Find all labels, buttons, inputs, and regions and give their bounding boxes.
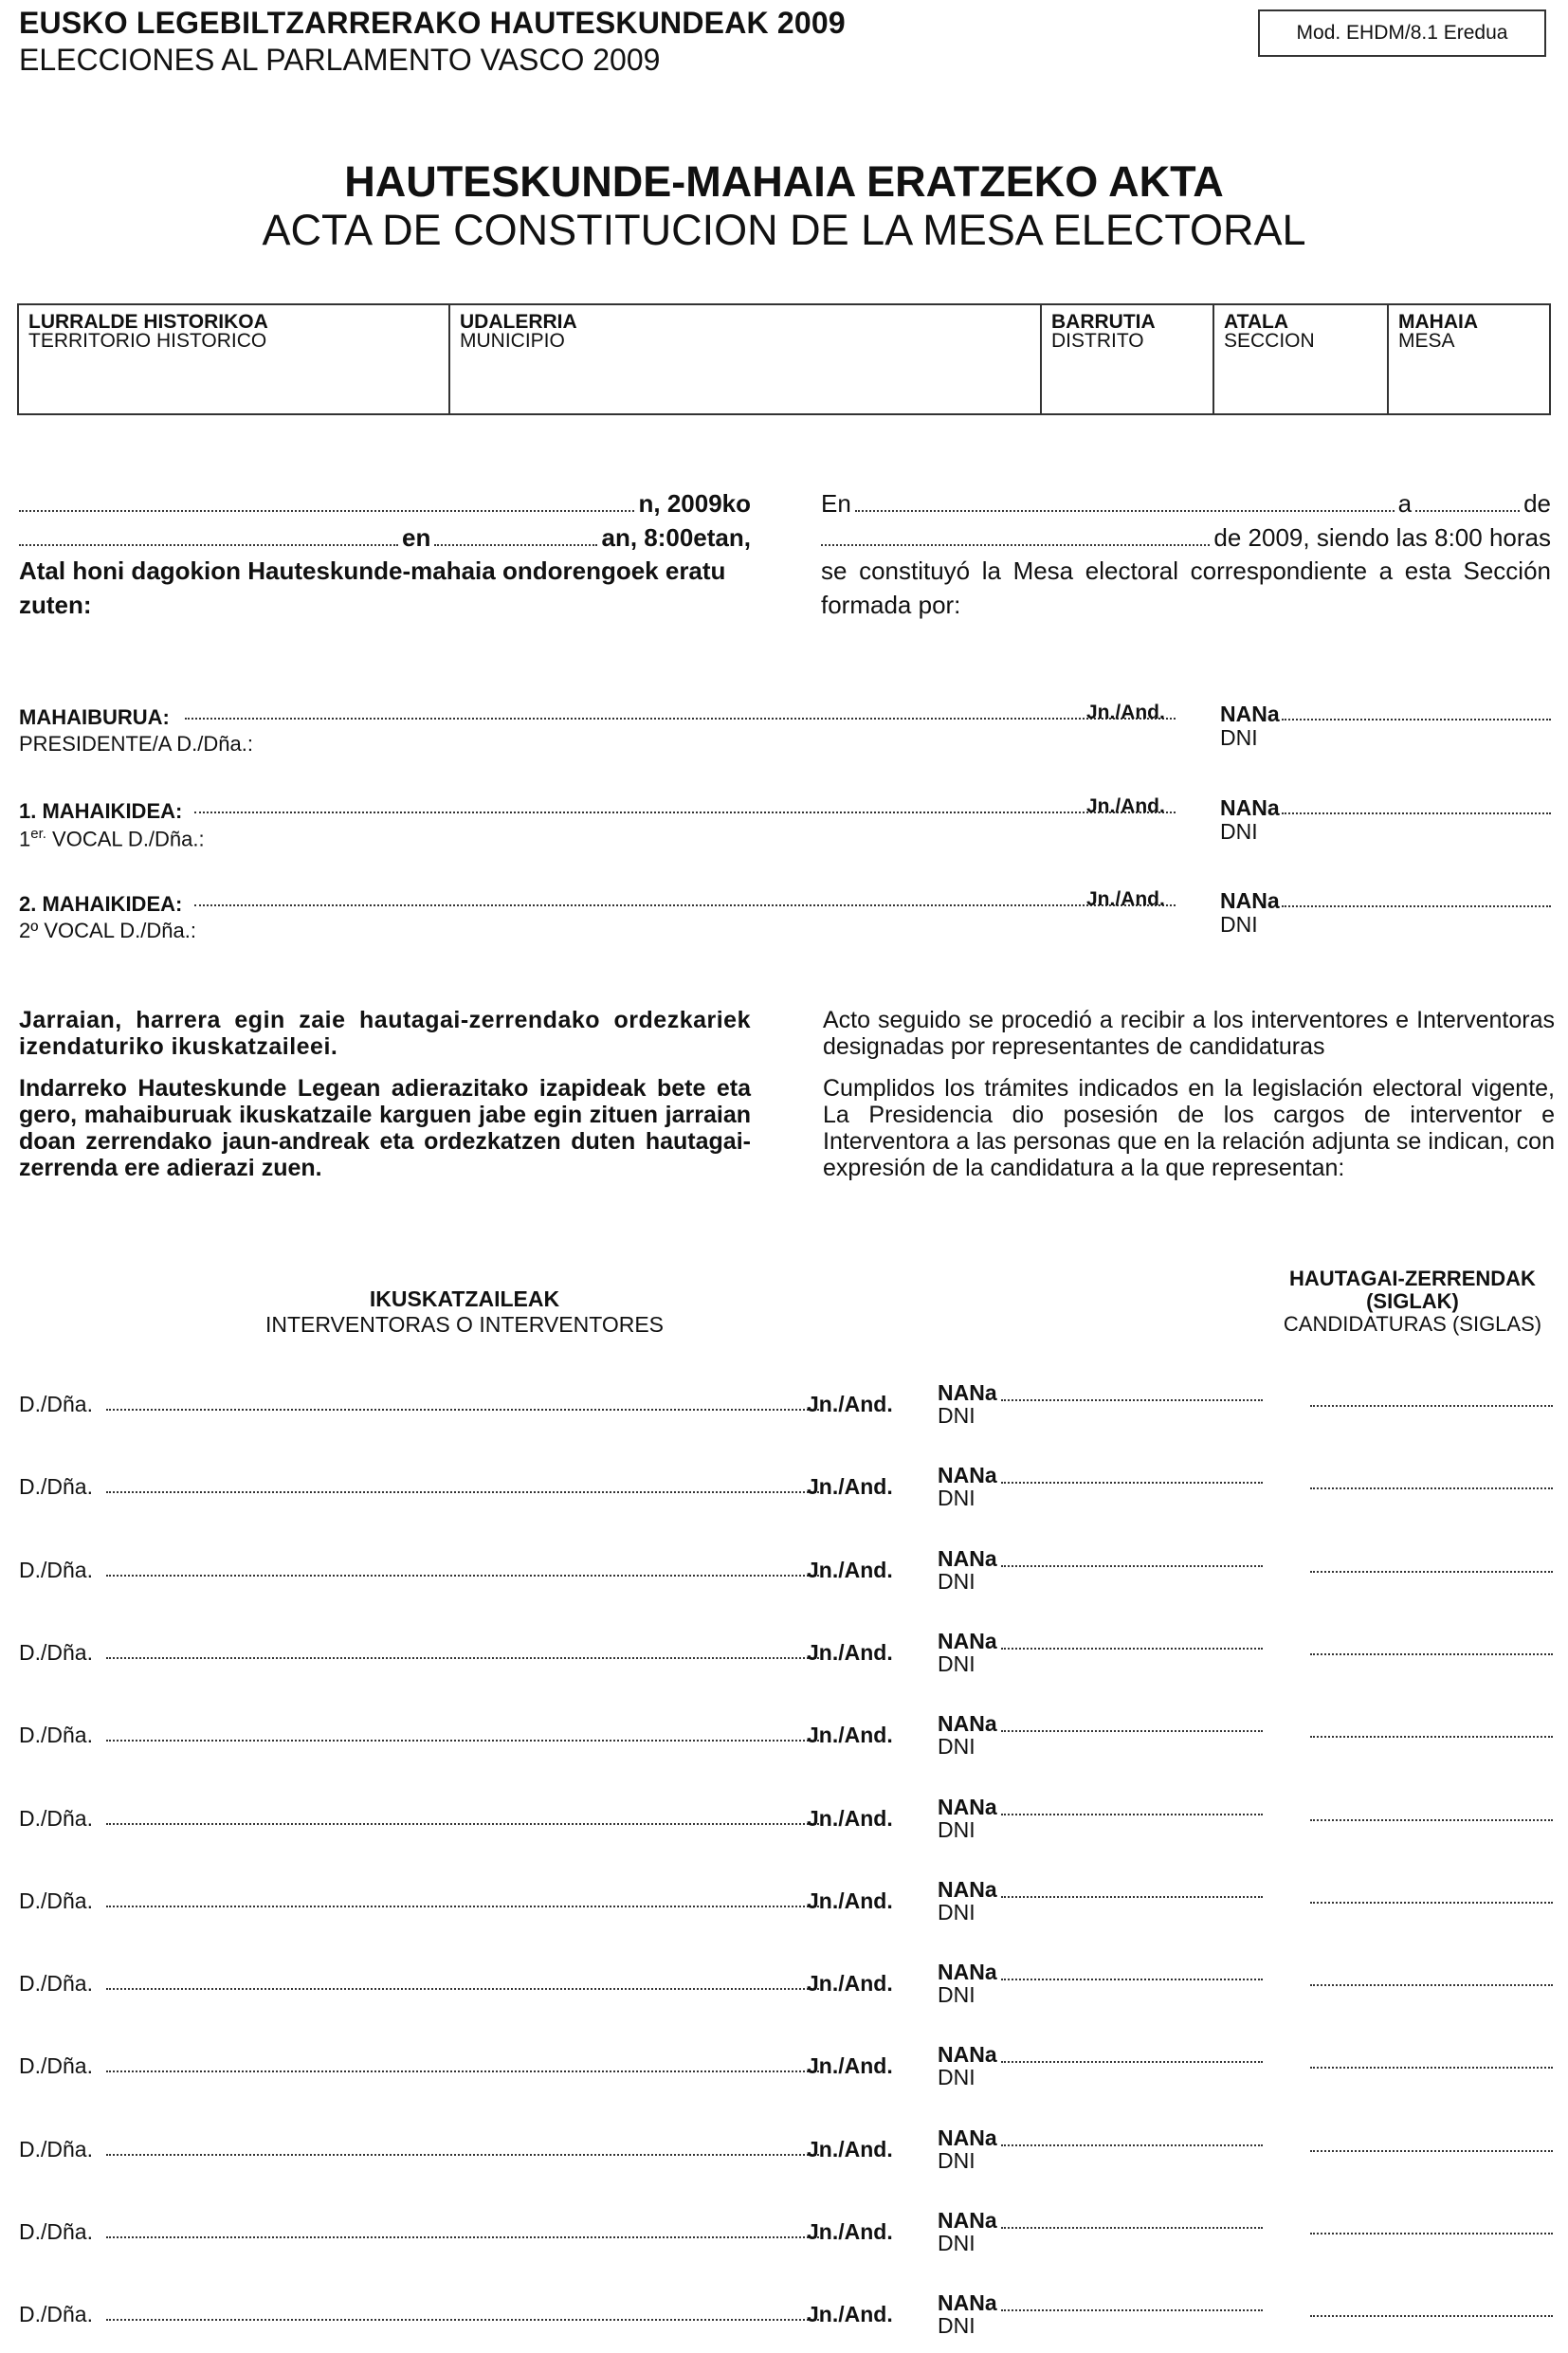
member-name-field[interactable]	[194, 812, 1176, 813]
date-text: n, 2009ko	[638, 489, 751, 518]
name-label: D./Dña.	[19, 1971, 93, 1997]
dni-label: DNI	[938, 2147, 975, 2173]
interventors-header-es: INTERVENTORAS O INTERVENTORES	[264, 1312, 665, 1337]
member-label: 2. MAHAIKIDEA:	[19, 892, 183, 916]
document-title-eu: HAUTESKUNDE-MAHAIA ERATZEKO AKTA	[344, 157, 1224, 206]
name-label: D./Dña.	[19, 2219, 93, 2244]
interventor-row	[19, 2208, 1555, 2271]
candidaturas-header	[1270, 1268, 1555, 1336]
nan-field[interactable]	[1001, 1979, 1263, 1980]
jn-and-label: Jn./And.	[807, 1557, 893, 1582]
jn-and-label: Jn./And.	[807, 1392, 893, 1416]
date-fill[interactable]	[19, 509, 634, 512]
candidatura-field[interactable]	[1310, 2150, 1553, 2152]
interventor-name-field[interactable]	[106, 1491, 819, 1493]
name-label: D./Dña.	[19, 1474, 93, 1500]
date-text: en	[402, 523, 431, 552]
dni-label: DNI	[938, 1734, 975, 1760]
date-fill[interactable]	[821, 543, 1210, 546]
member-sublabel	[19, 919, 196, 943]
cell-label-es: SECCION	[1224, 330, 1315, 352]
nan-label: NANa	[1220, 702, 1280, 726]
dni-label: DNI	[938, 1982, 975, 2008]
cell-label-eu: UDALERRIA	[460, 311, 577, 333]
ordinal: 1	[19, 827, 31, 851]
interventors-header-eu: IKUSKATZAILEAK	[369, 1286, 560, 1311]
territory-box	[17, 303, 1551, 415]
document-title-es: ACTA DE CONSTITUCION DE LA MESA ELECTORAL	[262, 206, 1306, 254]
interventor-name-field[interactable]	[106, 1906, 819, 1907]
member-role: PRESIDENTE/A D./Dña.:	[19, 732, 253, 756]
jn-and-label: Jn./And.	[807, 1723, 893, 1748]
nan-field[interactable]	[1282, 905, 1551, 907]
nan-field[interactable]	[1001, 1482, 1263, 1484]
member-name-field[interactable]	[194, 904, 1176, 906]
nan-label: NANa	[938, 1380, 997, 1405]
nan-field[interactable]	[1001, 1814, 1263, 1815]
model-code: Mod. EHDM/8.1 Eredua	[1296, 22, 1508, 44]
date-fill[interactable]	[434, 543, 597, 546]
dni-label: DNI	[938, 1651, 975, 1676]
interventor-name-field[interactable]	[106, 2154, 819, 2156]
date-line-es-1	[821, 489, 1551, 519]
nan-field[interactable]	[1001, 2309, 1263, 2311]
nan-label: NANa	[938, 2125, 997, 2150]
dni-label: DNI	[1220, 725, 1258, 750]
jn-and-label: Jn./And.	[807, 1888, 893, 1913]
candidatura-field[interactable]	[1310, 2067, 1553, 2069]
nan-label: NANa	[1220, 795, 1280, 820]
date-paragraph-es: se constituyó la Mesa electoral correspondiente a esta Sección formada por:	[821, 556, 1551, 619]
interventor-row	[19, 1711, 1555, 1774]
cell-label-es: TERRITORIO HISTORICO	[28, 330, 267, 352]
nan-field[interactable]	[1001, 2061, 1263, 2063]
name-label: D./Dña.	[19, 1723, 93, 1748]
nan-label: NANa	[938, 1545, 997, 1571]
date-paragraph-eu: Atal honi dagokion Hauteskunde-mahaia ondorengoek eratu zuten:	[19, 556, 726, 619]
nan-field[interactable]	[1001, 1730, 1263, 1732]
interventor-row	[19, 1628, 1555, 1691]
interventor-row	[19, 1960, 1555, 2022]
candidaturas-header-eu: HAUTAGAI-ZERRENDAK (SIGLAK)	[1289, 1267, 1536, 1313]
jn-and-label: Jn./And.	[1086, 795, 1165, 817]
date-text: de 2009, siendo las 8:00 horas	[1213, 523, 1551, 552]
jn-and-label: Jn./And.	[807, 2136, 893, 2161]
cell-label-es: MESA	[1398, 330, 1455, 352]
cell-label-eu: MAHAIA	[1398, 311, 1478, 333]
candidatura-field[interactable]	[1310, 1736, 1553, 1738]
date-text: En	[821, 489, 851, 518]
jn-and-label: Jn./And.	[807, 1474, 893, 1500]
member-label: MAHAIBURUA:	[19, 705, 170, 729]
member-sublabel	[19, 732, 253, 757]
nan-field[interactable]	[1001, 1648, 1263, 1650]
nan-label: NANa	[938, 1711, 997, 1737]
candidatura-field[interactable]	[1310, 1984, 1553, 1986]
date-line-eu-1	[19, 489, 751, 519]
dni-label: DNI	[938, 1816, 975, 1842]
jn-and-label: Jn./And.	[807, 1805, 893, 1831]
member-sublabel	[19, 826, 205, 851]
candidaturas-header-es: CANDIDATURAS (SIGLAS)	[1283, 1312, 1542, 1336]
dni-label: DNI	[938, 1899, 975, 1924]
nan-label: NANa	[938, 1960, 997, 1985]
date-fill[interactable]	[19, 543, 398, 546]
date-fill[interactable]	[855, 509, 1395, 512]
interventor-name-field[interactable]	[106, 1988, 819, 1990]
nan-field[interactable]	[1001, 1399, 1263, 1401]
candidatura-field[interactable]	[1310, 1405, 1553, 1407]
date-text: a	[1397, 489, 1413, 518]
name-label: D./Dña.	[19, 2053, 93, 2079]
date-line-eu-2	[19, 523, 751, 553]
member-role: VOCAL D./Dña.:	[46, 827, 205, 851]
interventor-row	[19, 1463, 1555, 1525]
interventor-row	[19, 1545, 1555, 1609]
cell-label-es: MUNICIPIO	[460, 330, 565, 352]
dni-label: DNI	[938, 1486, 975, 1511]
candidatura-field[interactable]	[1310, 1571, 1553, 1573]
candidatura-field[interactable]	[1310, 2233, 1553, 2234]
nan-label: NANa	[938, 2208, 997, 2233]
interventor-name-field[interactable]	[106, 1740, 819, 1742]
dni-label: DNI	[1220, 912, 1258, 937]
candidatura-field[interactable]	[1310, 1819, 1553, 1821]
member-role: 2º VOCAL D./Dña.:	[19, 919, 196, 942]
candidatura-field[interactable]	[1310, 2315, 1553, 2317]
jn-and-label: Jn./And.	[807, 2053, 893, 2079]
candidatura-field[interactable]	[1310, 1902, 1553, 1904]
date-fill[interactable]	[1415, 509, 1520, 512]
nan-label: NANa	[938, 2042, 997, 2068]
jn-and-label: Jn./And.	[807, 2219, 893, 2244]
candidatura-field[interactable]	[1310, 1487, 1553, 1489]
interventor-name-field[interactable]	[106, 1409, 819, 1411]
dni-label: DNI	[938, 2065, 975, 2090]
interventor-row	[19, 1876, 1555, 1940]
territory-cell[interactable]	[19, 305, 448, 413]
interventor-name-field[interactable]	[106, 2070, 819, 2072]
interventor-row	[19, 1794, 1555, 1857]
nan-field[interactable]	[1282, 719, 1551, 720]
jn-and-label: Jn./And.	[1086, 702, 1165, 723]
name-label: D./Dña.	[19, 2136, 93, 2161]
nan-field[interactable]	[1001, 2144, 1263, 2146]
nan-label: NANa	[938, 1628, 997, 1653]
jn-and-label: Jn./And.	[807, 2302, 893, 2327]
name-label: D./Dña.	[19, 1392, 93, 1416]
interventor-name-field[interactable]	[106, 1657, 819, 1659]
nan-field[interactable]	[1282, 812, 1551, 814]
interventor-name-field[interactable]	[106, 1823, 819, 1825]
interventor-name-field[interactable]	[106, 2236, 819, 2238]
interventor-row	[19, 2125, 1555, 2188]
interventor-row	[19, 2290, 1555, 2353]
name-label: D./Dña.	[19, 1888, 93, 1913]
interventor-name-field[interactable]	[106, 2319, 819, 2321]
name-label: D./Dña.	[19, 1557, 93, 1582]
nan-field[interactable]	[1001, 1896, 1263, 1898]
dni-label: DNI	[938, 1568, 975, 1594]
interventor-row	[19, 1380, 1555, 1443]
receive-paragraph-es: Acto seguido se procedió a recibir a los interventores e Interventoras designadas por representantes de candidaturas	[823, 1007, 1555, 1060]
cell-label-eu: BARRUTIA	[1051, 311, 1156, 333]
municipality-cell[interactable]	[448, 305, 1040, 413]
name-label: D./Dña.	[19, 1805, 93, 1831]
date-line-es-2	[821, 523, 1551, 553]
model-code-box	[1258, 9, 1546, 57]
date-text: an, 8:00etan,	[601, 523, 751, 552]
nan-label: NANa	[938, 1876, 997, 1902]
jn-and-label: Jn./And.	[1086, 888, 1165, 910]
nan-field[interactable]	[1001, 1565, 1263, 1567]
nan-label: NANa	[938, 1463, 997, 1488]
member-name-field[interactable]	[185, 718, 1176, 720]
election-title-es: ELECCIONES AL PARLAMENTO VASCO 2009	[19, 43, 661, 77]
nan-label: NANa	[1220, 888, 1280, 913]
date-text: de	[1523, 489, 1551, 518]
election-title-eu: EUSKO LEGEBILTZARRERAKO HAUTESKUNDEAK 2009	[19, 6, 846, 40]
ordinal-suffix: er.	[30, 826, 46, 842]
nan-field[interactable]	[1001, 2227, 1263, 2229]
interventors-header	[171, 1286, 758, 1338]
table-cell[interactable]	[1387, 305, 1549, 413]
cell-label-eu: ATALA	[1224, 311, 1289, 333]
nan-label: NANa	[938, 1794, 997, 1819]
name-label: D./Dña.	[19, 1639, 93, 1665]
nan-label: NANa	[938, 2290, 997, 2316]
cell-label-es: DISTRITO	[1051, 330, 1144, 352]
dni-label: DNI	[938, 2313, 975, 2339]
cell-label-eu: LURRALDE HISTORIKOA	[28, 311, 268, 333]
interventor-name-field[interactable]	[106, 1575, 819, 1577]
receive-paragraph-eu: Jarraian, harrera egin zaie hautagai-zerrendako ordezkariek izendaturiko ikuskatzaileei.	[19, 1007, 751, 1060]
possession-paragraph-es: Cumplidos los trámites indicados en la legislación electoral vigente, La Presidencia dio posesión de los cargos de interventor e Interventora a las personas que en la relación adjunta se indican, con expresión de la candidatura a la que representan:	[823, 1075, 1555, 1181]
interventor-row	[19, 2042, 1555, 2105]
dni-label: DNI	[938, 2231, 975, 2255]
dni-label: DNI	[938, 1403, 975, 1428]
jn-and-label: Jn./And.	[807, 1639, 893, 1665]
section-cell[interactable]	[1212, 305, 1387, 413]
district-cell[interactable]	[1040, 305, 1212, 413]
member-label: 1. MAHAIKIDEA:	[19, 799, 183, 823]
name-label: D./Dña.	[19, 2302, 93, 2327]
possession-paragraph-eu: Indarreko Hauteskunde Legean adierazitako izapideak bete eta gero, mahaiburuak ikuskatzaile karguen jabe egin zituen jarraian doan zerrendako jaun-andreak eta ordezkatzen duten hautagai-zerrenda ere adierazi zuen.	[19, 1075, 751, 1181]
dni-label: DNI	[1220, 819, 1258, 844]
jn-and-label: Jn./And.	[807, 1971, 893, 1997]
candidatura-field[interactable]	[1310, 1653, 1553, 1655]
